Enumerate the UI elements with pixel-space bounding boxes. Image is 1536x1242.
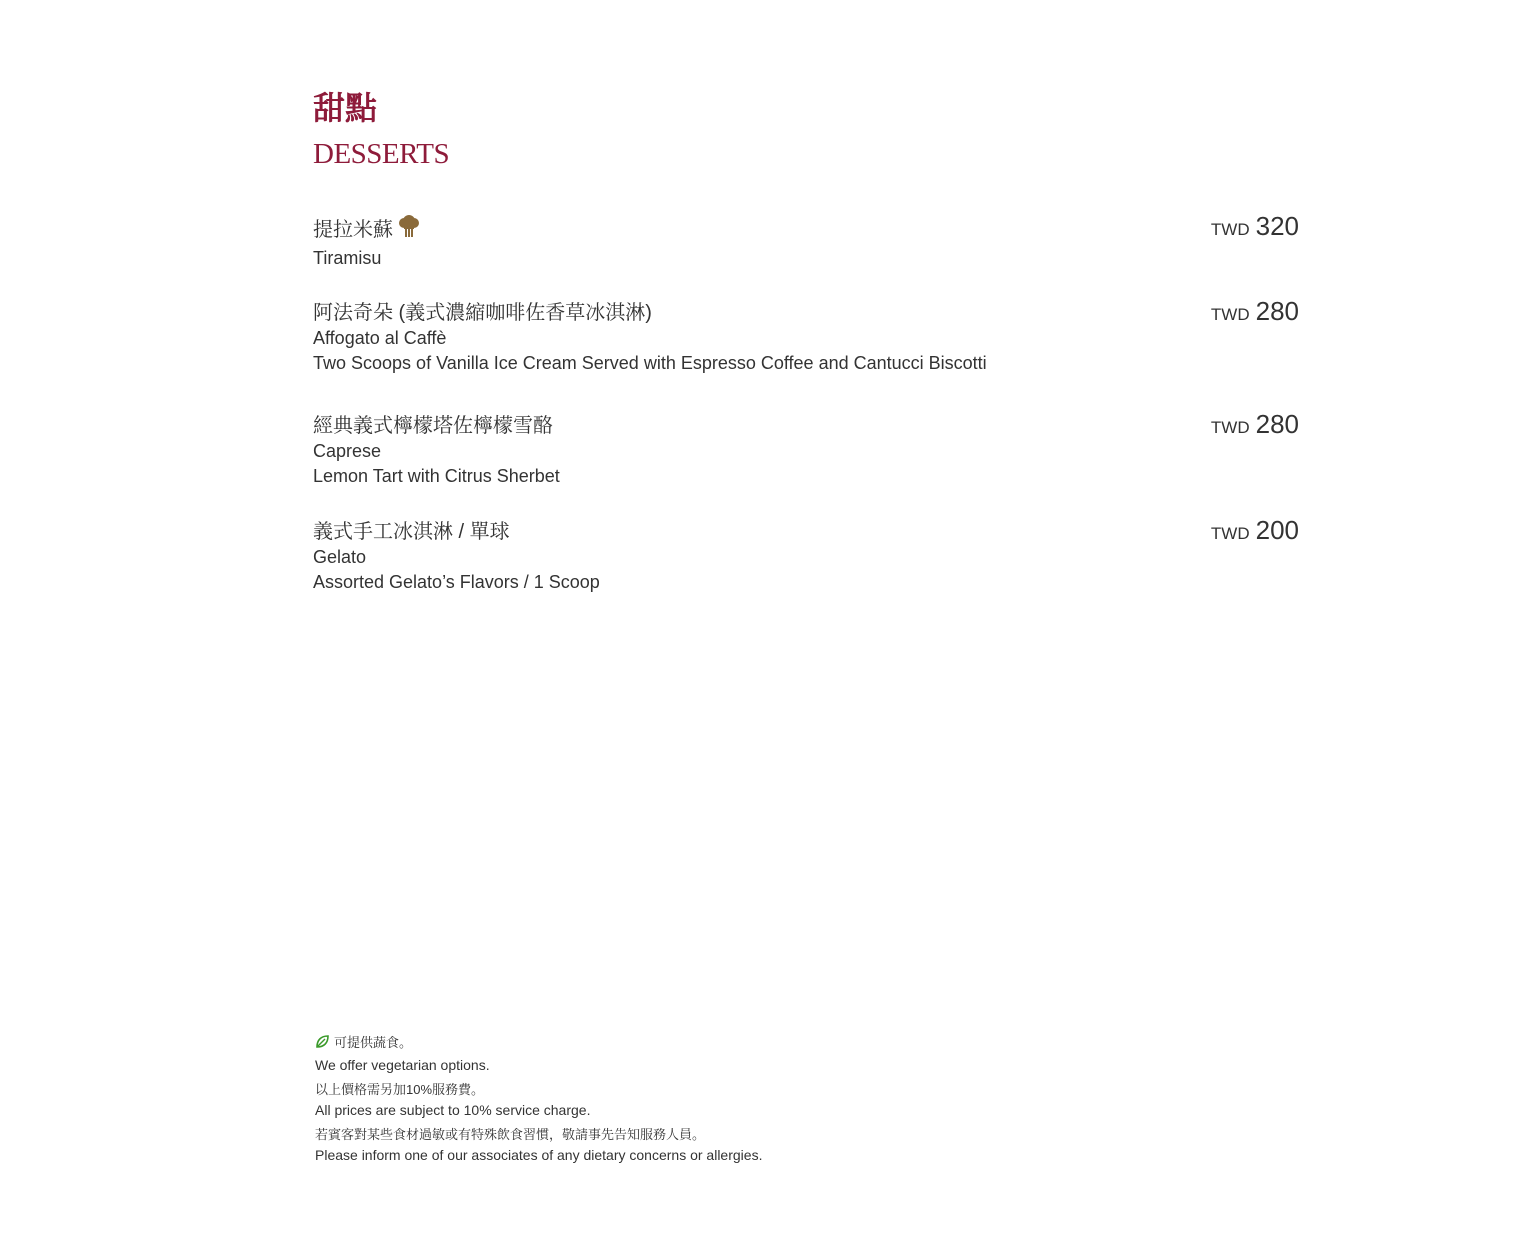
menu-item-affogato xyxy=(313,296,1299,376)
item-name-zh: 經典義式檸檬塔佐檸檬雪酪 xyxy=(313,415,553,437)
section-title-zh: 甜點 xyxy=(313,89,378,127)
price-amount: 320 xyxy=(1255,211,1299,241)
leaf-icon xyxy=(315,1034,330,1055)
price-amount: 200 xyxy=(1255,515,1299,545)
item-price xyxy=(1211,409,1299,440)
item-price xyxy=(1211,296,1299,327)
footer-notes xyxy=(315,1032,1015,1166)
menu-item-caprese xyxy=(313,409,1299,489)
item-name-en: Affogato al Caffè xyxy=(313,328,447,348)
allergy-note-zh: 若賓客對某些食材過敏或有特殊飲食習慣，敬請事先告知服務人員。 xyxy=(315,1127,706,1142)
item-name-zh: 阿法奇朵 (義式濃縮咖啡佐香草冰淇淋) xyxy=(313,302,652,324)
price-currency: TWD xyxy=(1210,524,1250,543)
item-name-en: Caprese xyxy=(313,441,382,461)
item-name-zh xyxy=(313,215,1299,246)
price-currency: TWD xyxy=(1210,220,1250,239)
veg-note-zh xyxy=(315,1032,1015,1055)
service-note-en: All prices are subject to 10% service charge. xyxy=(315,1102,591,1118)
item-price xyxy=(1211,515,1299,546)
price-currency: TWD xyxy=(1210,418,1250,437)
price-amount: 280 xyxy=(1255,409,1299,439)
section-title-en: DESSERTS xyxy=(313,138,450,170)
item-name-zh: 義式手工冰淇淋 / 單球 xyxy=(313,521,510,543)
menu-item-tiramisu xyxy=(313,211,1299,271)
item-name-en: Tiramisu xyxy=(313,248,382,268)
item-name-zh-text: 提拉米蘇 xyxy=(313,219,393,241)
item-description: Assorted Gelato’s Flavors / 1 Scoop xyxy=(313,572,600,592)
service-note-zh: 以上價格需另加10%服務費。 xyxy=(315,1082,485,1097)
item-price xyxy=(1211,211,1299,242)
veg-note-en: We offer vegetarian options. xyxy=(315,1057,490,1073)
price-amount: 280 xyxy=(1255,296,1299,326)
chef-hat-icon xyxy=(397,215,421,246)
item-description: Two Scoops of Vanilla Ice Cream Served with Espresso Coffee and Cantucci Biscotti xyxy=(313,353,987,373)
item-name-en: Gelato xyxy=(313,547,367,567)
item-description: Lemon Tart with Citrus Sherbet xyxy=(313,466,560,486)
price-currency: TWD xyxy=(1210,305,1250,324)
menu-item-gelato xyxy=(313,515,1299,595)
veg-note-zh-text: 可提供蔬食。 xyxy=(334,1035,413,1050)
allergy-note-en: Please inform one of our associates of any dietary concerns or allergies. xyxy=(315,1147,763,1163)
